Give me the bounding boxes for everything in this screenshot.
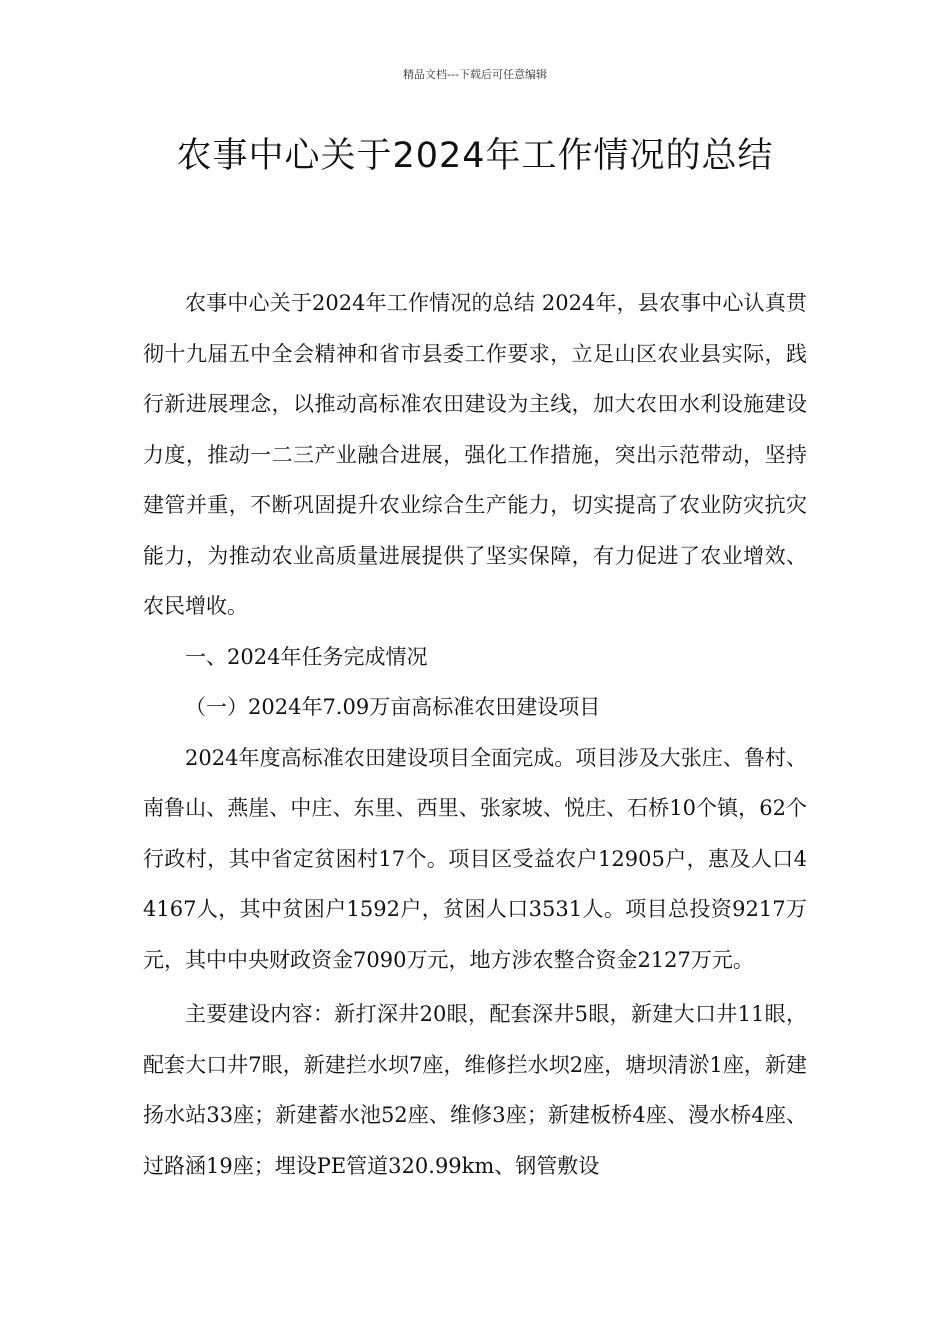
document-body: [143, 278, 807, 1191]
section-heading-1: 一、2024年任务完成情况: [185, 644, 428, 669]
document-title: 农事中心关于2024年工作情况的总结: [176, 136, 774, 176]
construction-content-paragraph: 主要建设内容：新打深井20眼，配套深井5眼，新建大口井11眼，配套大口井7眼，新建拦水坝7座，维修拦水坝2座，塘坝清淤1座，新建扬水站33座；新建蓄水池52座、维修3座；新建板桥4座、漫水桥4座、过路涵19座；埋设PE管道320.99km、钢管敷设: [143, 1002, 807, 1178]
subsection-heading-1: （一）2024年7.09万亩高标准农田建设项目: [185, 695, 601, 719]
header-note: 精品文档---下载后可任意编辑: [403, 68, 547, 81]
intro-paragraph: 农事中心关于2024年工作情况的总结 2024年，县农事中心认真贯彻十九届五中全会精神和省市县委工作要求，立足山区农业县实际，践行新进展理念，以推动高标准农田建设为主线，加大农田水利设施建设力度，推动一二三产业融合进展，强化工作措施，突出示范带动，坚持建管并重，不断巩固提升农业综合生产能力，切实提高了农业防灾抗灾能力，为推动农业高质量进展提供了坚实保障，有力促进了农业增效、农民增收。: [143, 291, 807, 618]
project-overview-paragraph: 2024年度高标准农田建设项目全面完成。项目涉及大张庄、鲁村、南鲁山、燕崖、中庄、东里、西里、张家坡、悦庄、石桥10个镇，62个行政村，其中省定贫困村17个。项目区受益农户12905户，惠及人口44167人，其中贫困户1592户，贫困人口3531人。项目总投资9217万元，其中中央财政资金7090万元，地方涉农整合资金2127万元。: [143, 745, 807, 972]
